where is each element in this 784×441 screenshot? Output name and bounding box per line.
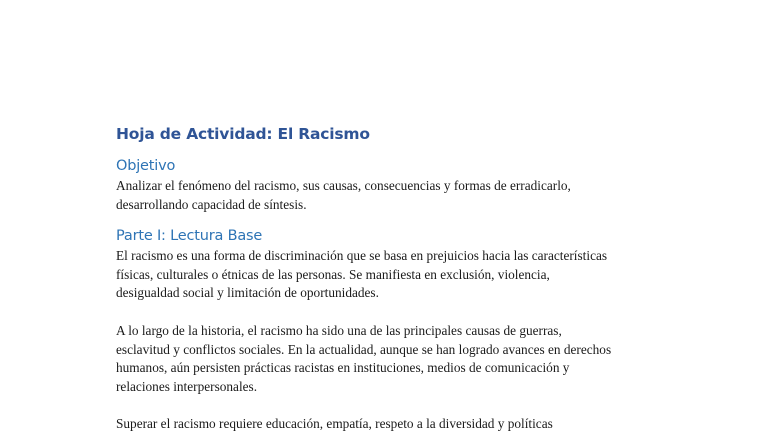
page-title: Hoja de Actividad: El Racismo [116,125,370,143]
paragraph-line: relaciones interpersonales. [116,378,258,394]
paragraph-line: esclavitud y conflictos sociales. En la actualidad, aunque se han logrado avances en derechos [116,341,612,357]
paragraph-line: Superar el racismo requiere educación, empatía, respeto a la diversidad y políticas [116,416,553,432]
paragraph-line: desarrollando capacidad de síntesis. [116,196,307,212]
paragraph-line: físicas, culturales o étnicas de las personas. Se manifiesta en exclusión, violencia, [116,266,550,282]
paragraph-line: Analizar el fenómeno del racismo, sus causas, consecuencias y formas de erradicarlo, [116,178,571,193]
parte1-paragraph-1 [116,247,676,303]
paragraph-line: humanos, aún persisten prácticas racistas en instituciones, medios de comunicación y [116,360,570,376]
paragraph-line: desigualdad social y limitación de oportunidades. [116,285,379,301]
section-heading-parte-1: Parte I: Lectura Base [116,228,263,245]
parte1-paragraph-3 [116,415,676,434]
paragraph-line: El racismo es una forma de discriminación que se basa en prejuicios hacia las características [116,248,608,264]
paragraph-line: A lo largo de la historia, el racismo ha sido una de las principales causas de guerras, [116,322,562,338]
document-body [116,124,676,434]
section-heading-objetivo: Objetivo [116,158,176,174]
parte1-paragraph-2 [116,322,676,396]
objetivo-paragraph [116,177,676,214]
